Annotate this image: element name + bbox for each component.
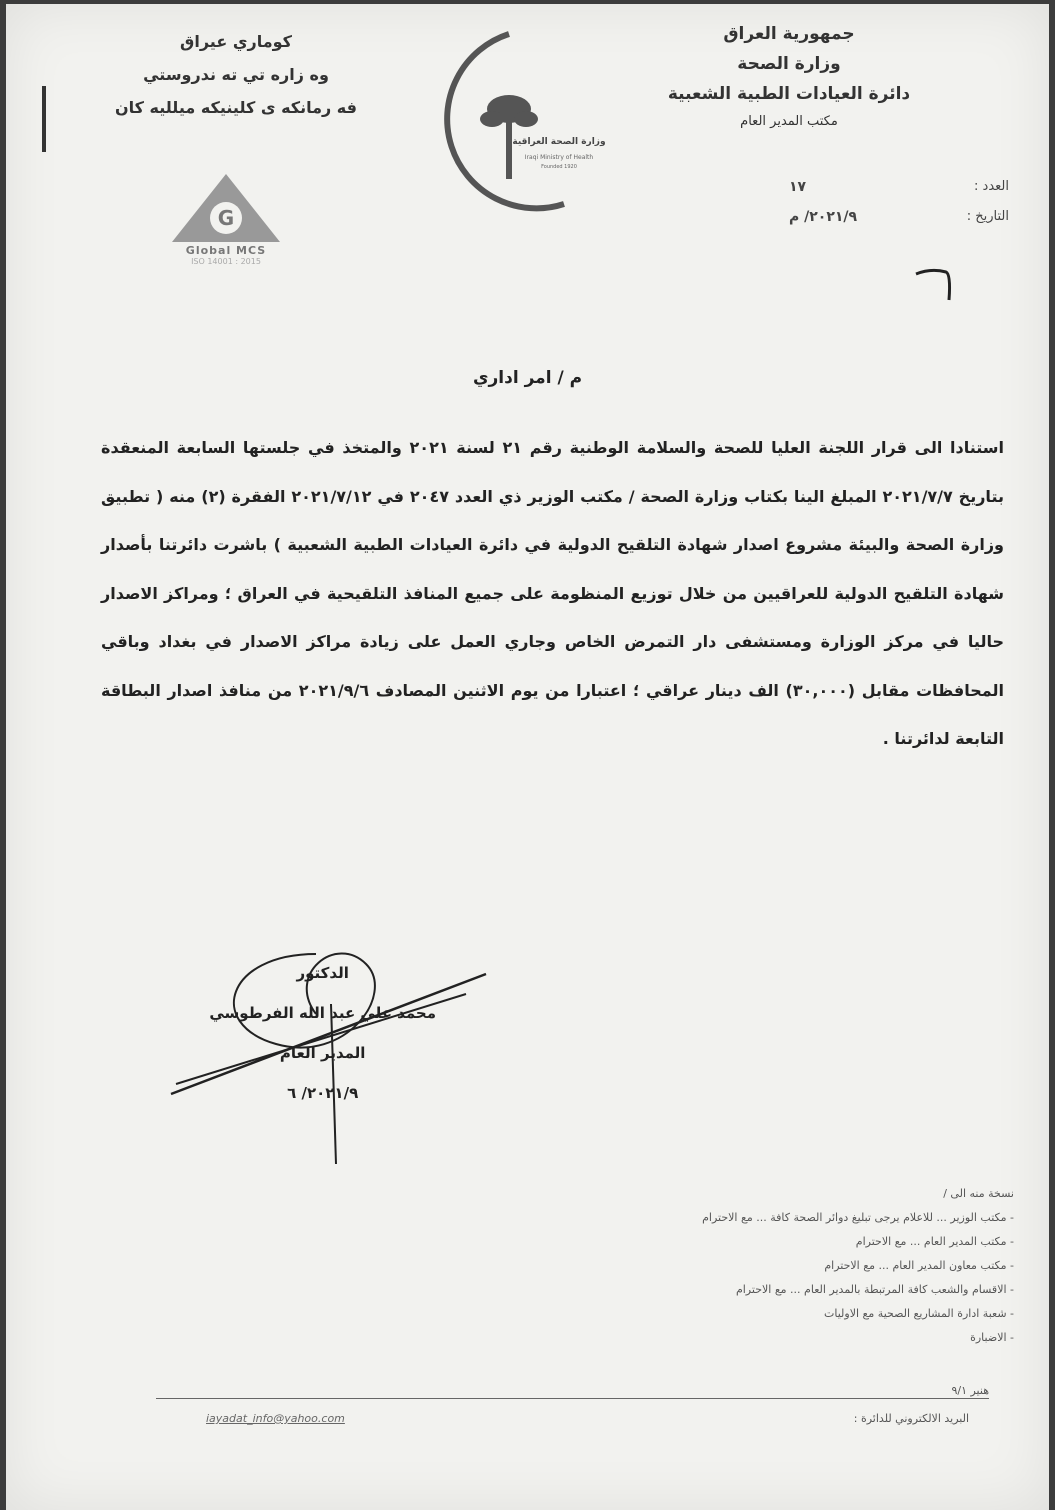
header-ministry: وزارة الصحة — [737, 54, 841, 74]
ref-date-value: ٢٠٢١/٩/ م — [789, 209, 858, 225]
copies-list — [554, 1182, 1014, 1350]
copies-item: - مكتب الوزير ... للاعلام يرجى تبليغ دوائر الصحة كافة ... مع الاحترام — [702, 1211, 1014, 1224]
global-mcs-brand: Global MCS — [185, 244, 267, 257]
signature-block — [166, 934, 496, 1164]
logo-arabic-text: وزارة الصحة العراقية — [512, 137, 606, 147]
ref-number-label: العدد : — [974, 179, 1009, 194]
global-mcs-iso: ISO 14001 : 2015 — [191, 257, 261, 266]
footer-email[interactable]: iayadat_info@yahoo.com — [206, 1412, 345, 1425]
handwritten-day — [911, 266, 971, 310]
signatory-name: محمد علي عبد الله الفرطوسي — [209, 1004, 436, 1022]
footer-email-label: البريد الالكتروني للدائرة : — [853, 1412, 969, 1425]
signature-date: ٢٠٢١/٩/ ٦ — [287, 1084, 359, 1102]
header-office: مكتب المدير العام — [740, 114, 838, 129]
copies-item: - شعبة ادارة المشاريع الصحية مع الاوليات — [824, 1307, 1014, 1320]
ref-date-label: التاريخ : — [966, 209, 1009, 224]
order-body: استنادا الى قرار اللجنة العليا للصحة والسلامة الوطنية رقم ٢١ لسنة ٢٠٢١ والمتخذ في جلستها السابعة المنعقدة بتاريخ ٢٠٢١/٧/٧ المبلغ الينا بكتاب وزارة الصحة / مكتب الوزير ذي العدد ٢٠٤٧ في ٢٠٢١/٧/١٢ الفقرة (٢) منه ( تطبيق وزارة الصحة والبيئة مشروع اصدار شهادة التلقيح الدولية في دائرة العيادات الطبية الشعبية ) باشرت دائرتنا بأصدار شهادة التلقيح الدولية للعراقيين من خلال توزيع المنظومة على جميع المنافذ التلقيحية في العراق ؛ ومراكز الاصدار حاليا في مركز الوزارة ومستشفى دار التمرض الخاص وجاري العمل على زيادة مراكز الاصدار في بغداد وباقي المحافظات مقابل (٣٠,٠٠٠) الف دينار عراقي ؛ اعتبارا من يوم الاثنين المصادف ٢٠٢١/٩/٦ من منافذ اصدار البطاقة التابعة لدائرتنا . — [101, 438, 1005, 748]
logo-english-text: Iraqi Ministry of Health — [524, 154, 594, 161]
svg-text:G: G — [217, 206, 235, 230]
signatory-position: المدير العام — [279, 1044, 366, 1062]
header-kurdish-country: كوماري عيراق — [180, 32, 292, 51]
ref-number-value: ١٧ — [789, 179, 807, 195]
ministry-logo — [414, 24, 644, 218]
copies-item: - الاضبارة — [970, 1331, 1014, 1344]
copies-item: - الاقسام والشعب كافة المرتبطة بالمدير العام ... مع الاحترام — [735, 1283, 1014, 1296]
copies-item: - مكتب المدير العام ... مع الاحترام — [855, 1235, 1014, 1248]
copies-item: - مكتب معاون المدير العام ... مع الاحترام — [824, 1259, 1014, 1272]
margin-mark — [42, 86, 46, 152]
logo-founded-text: Founded 1920 — [541, 164, 577, 170]
header-kurdish-directorate: فه رمانكه ى كلينيكه ميلليه كان — [115, 98, 357, 117]
header-country: جمهورية العراق — [723, 24, 855, 44]
footer — [156, 1384, 989, 1425]
header-kurdish-ministry: وه زاره تي ته ندروستي — [143, 65, 329, 84]
signatory-title: الدكتور — [296, 964, 349, 982]
header-left — [76, 32, 396, 131]
reference-block — [779, 179, 1009, 239]
subject-line: م / امر اداري — [472, 368, 583, 388]
copies-heading: نسخة منه الى / — [943, 1187, 1014, 1200]
global-mcs-logo — [164, 172, 288, 266]
footer-ref: هنير ٩/١ — [951, 1384, 989, 1397]
document-page — [6, 4, 1049, 1510]
header-directorate: دائرة العيادات الطبية الشعبية — [667, 84, 911, 104]
footer-rule — [156, 1398, 989, 1399]
header-right — [629, 24, 949, 139]
